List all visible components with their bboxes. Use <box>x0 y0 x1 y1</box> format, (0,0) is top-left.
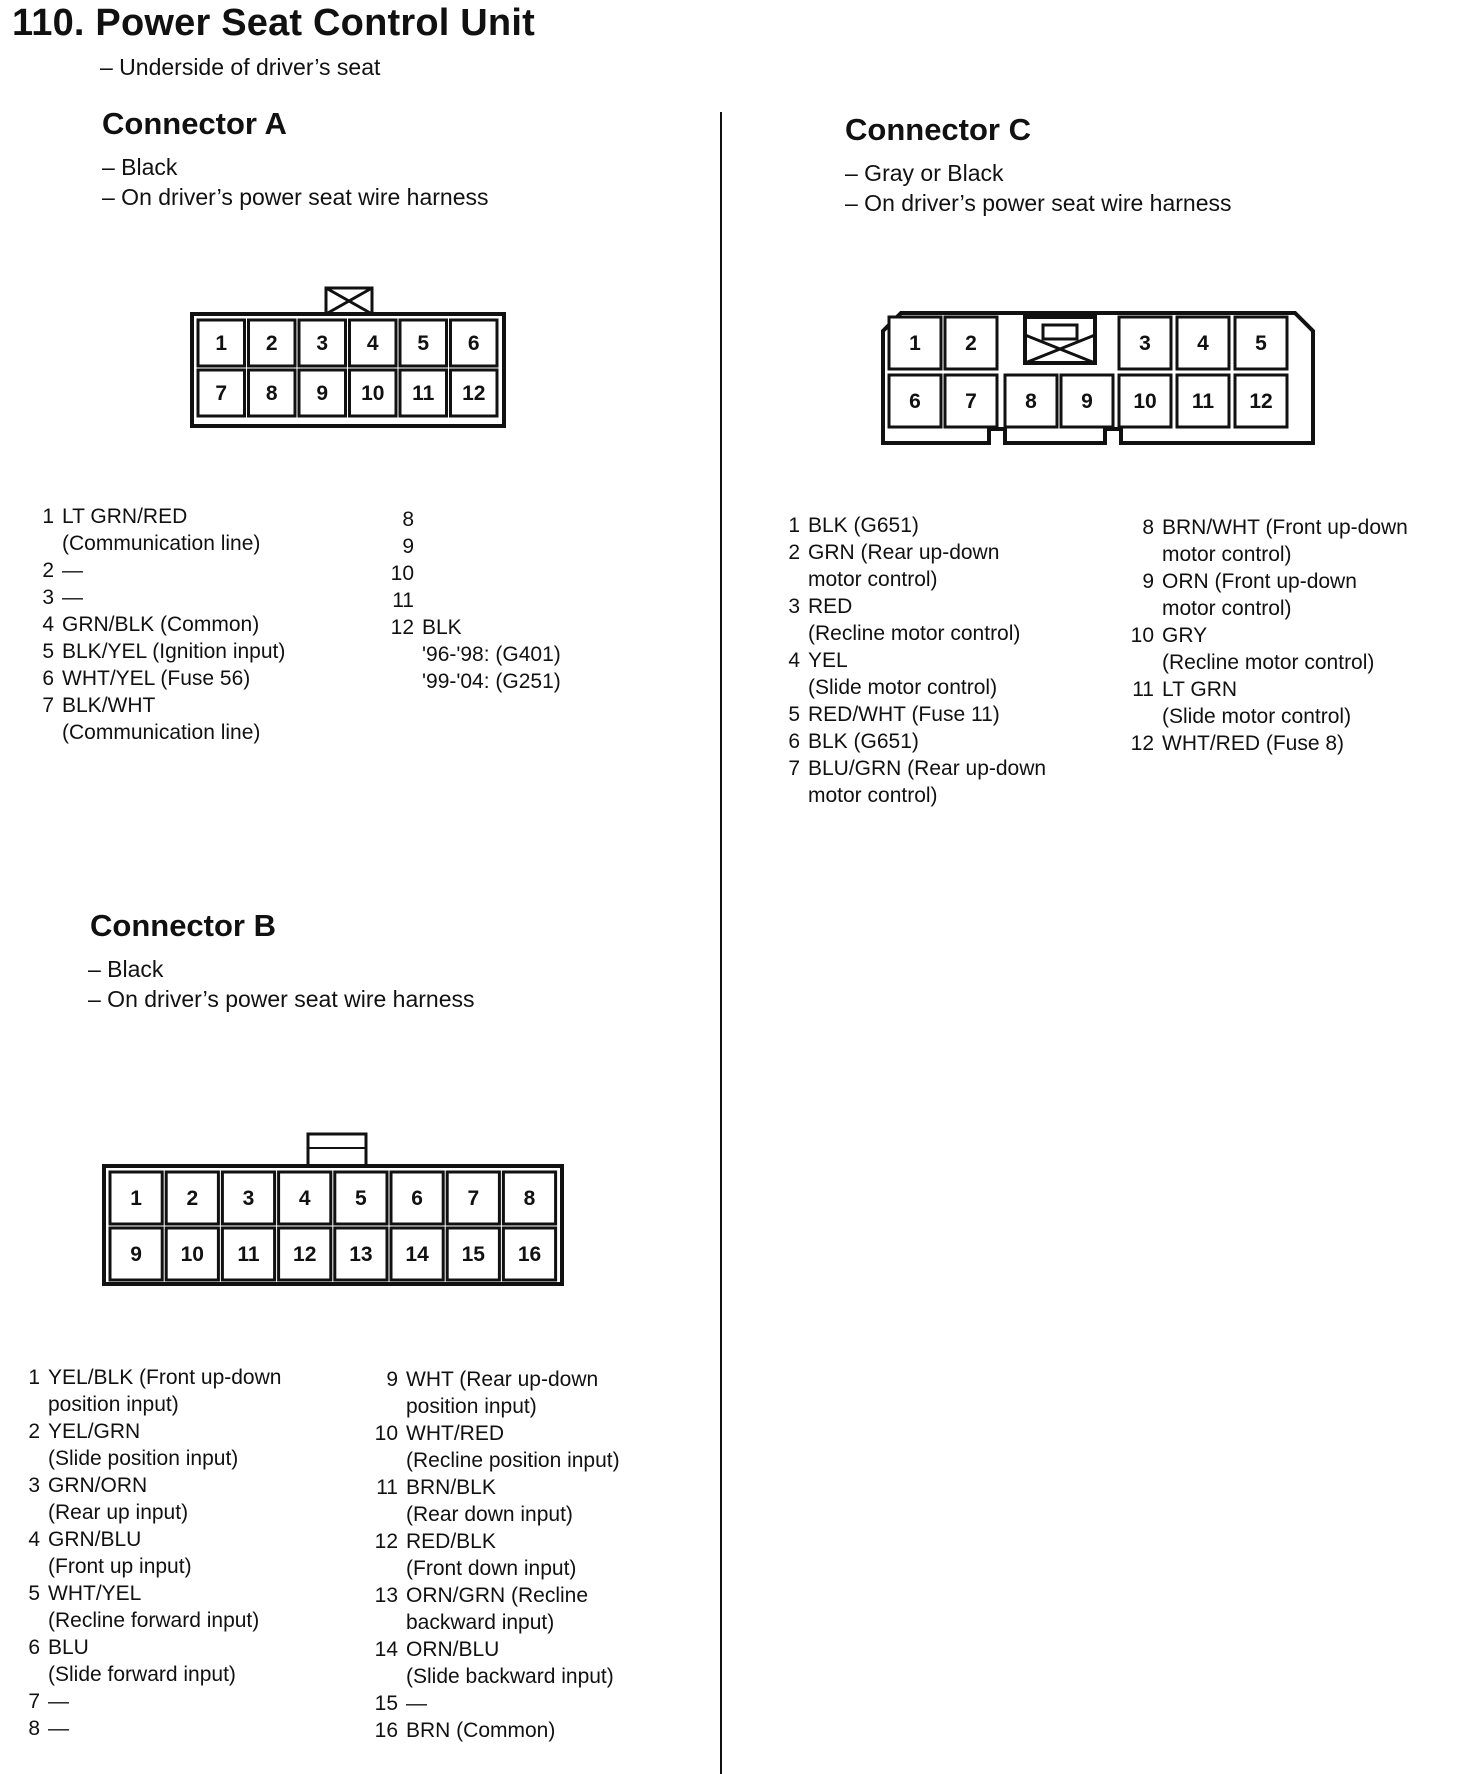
pin-entry <box>372 1690 620 1717</box>
pin-description-line: WHT/RED (Fuse 8) <box>1162 732 1345 755</box>
pin-entry <box>372 1582 620 1636</box>
pin-description-line: — <box>62 586 83 609</box>
pin-entry <box>1128 730 1408 757</box>
pin-description-line: YEL/BLK (Front up-down <box>48 1366 282 1389</box>
pin-number: 13 <box>374 1584 398 1607</box>
cavity-label: 14 <box>405 1243 429 1266</box>
pin-number: 16 <box>374 1719 398 1742</box>
pin-number: 12 <box>1130 732 1154 755</box>
pin-number: 12 <box>374 1530 398 1553</box>
connector-a-pins-right <box>388 506 561 695</box>
connector-b-lock-tab <box>308 1134 366 1166</box>
pin-number: 5 <box>28 1582 40 1605</box>
pin-description-line: motor control) <box>808 568 938 591</box>
pin-entry <box>26 1526 281 1580</box>
pin-description-line: ORN/BLU <box>406 1638 500 1661</box>
pin-entry <box>38 503 285 557</box>
pin-number: 6 <box>788 730 800 753</box>
pin-description-line: (Slide backward input) <box>406 1665 614 1688</box>
pin-description-line: ORN (Front up-down <box>1162 570 1357 593</box>
connector-a-diagram <box>180 280 520 440</box>
pin-description-line: — <box>48 1717 69 1740</box>
pin-number: 8 <box>1142 516 1154 539</box>
pin-description-line: GRY <box>1162 624 1208 647</box>
pin-description-line: YEL <box>808 649 848 672</box>
column-divider <box>720 112 722 1774</box>
pin-description-line: WHT/RED <box>406 1422 504 1445</box>
pin-entry <box>388 614 561 695</box>
pin-number: 6 <box>28 1636 40 1659</box>
cavity-label: 4 <box>366 332 379 355</box>
pin-description-line: '96-'98: (G401) <box>422 643 561 666</box>
cavity-label: 15 <box>461 1243 485 1266</box>
cavity-label: 9 <box>316 382 329 405</box>
connector-a-location: – On driver’s power seat wire harness <box>102 184 489 210</box>
pin-description-line: (Recline forward input) <box>48 1609 260 1632</box>
pin-number: 3 <box>788 595 800 618</box>
pin-entry <box>784 647 1046 701</box>
cavity-label: 8 <box>523 1187 536 1210</box>
pin-description-line: motor control) <box>1162 597 1292 620</box>
pin-number: 5 <box>788 703 800 726</box>
connector-c-diagram <box>875 305 1315 455</box>
pin-description-line: BRN/WHT (Front up-down <box>1162 516 1408 539</box>
cavity-label: 10 <box>361 382 385 405</box>
cavity-label: 5 <box>1255 332 1267 355</box>
cavity-label: 10 <box>1133 390 1157 413</box>
pin-description-line: LT GRN <box>1162 678 1238 701</box>
pin-number: 3 <box>28 1474 40 1497</box>
cavity-label: 6 <box>909 390 921 413</box>
cavity-label: 7 <box>965 390 977 413</box>
cavity-label: 8 <box>265 382 278 405</box>
pin-description-line: (Slide motor control) <box>808 676 998 699</box>
page-subtitle: – Underside of driver’s seat <box>100 54 381 80</box>
cavity-label: 4 <box>298 1187 311 1210</box>
connector-b-title: Connector B <box>90 908 276 943</box>
pin-entry <box>38 665 285 692</box>
pin-description-line: (Recline motor control) <box>808 622 1021 645</box>
pin-description-line: WHT (Rear up-down <box>406 1368 599 1391</box>
pin-description-line: BLK/WHT <box>62 694 156 717</box>
pin-number: 5 <box>42 640 54 663</box>
cavity-label: 5 <box>355 1187 367 1210</box>
pin-number: 1 <box>42 505 54 528</box>
pin-entry <box>388 506 561 533</box>
pin-description-line: (Communication line) <box>62 721 261 744</box>
cavity-label: 16 <box>517 1243 542 1266</box>
pin-number: 11 <box>392 589 414 612</box>
cavity-label: 2 <box>265 332 278 355</box>
pin-entry <box>38 557 285 584</box>
cavity-label: 11 <box>237 1243 260 1266</box>
pin-entry <box>388 533 561 560</box>
cavity-label: 10 <box>180 1243 204 1266</box>
cavity-label: 9 <box>130 1243 142 1266</box>
pin-entry <box>1128 568 1408 622</box>
pin-entry <box>372 1717 620 1744</box>
pin-entry <box>372 1366 620 1420</box>
connector-c-pins-right <box>1128 514 1408 757</box>
pin-description-line: ORN/GRN (Recline <box>406 1584 589 1607</box>
pin-description-line: BLK (G651) <box>808 730 919 753</box>
pin-description-line: (Front up input) <box>48 1555 192 1578</box>
pin-entry <box>784 728 1046 755</box>
pin-entry <box>26 1472 281 1526</box>
pin-number: 9 <box>402 535 414 558</box>
pin-description-line <box>422 533 428 560</box>
pin-entry <box>784 593 1046 647</box>
pin-number: 15 <box>374 1692 398 1715</box>
pin-description-line: position input) <box>48 1393 179 1416</box>
pin-description-line: (Rear down input) <box>406 1503 573 1526</box>
pin-entry <box>784 701 1046 728</box>
pin-description-line: YEL/GRN <box>48 1420 141 1443</box>
pin-entry <box>388 560 561 587</box>
connector-c-location: – On driver’s power seat wire harness <box>845 190 1232 216</box>
pin-number: 7 <box>788 757 800 780</box>
pin-description-line <box>422 560 428 587</box>
pin-description-line: motor control) <box>808 784 938 807</box>
pin-entry <box>38 584 285 611</box>
pin-description-line: RED/WHT (Fuse 11) <box>808 703 1000 726</box>
pin-description-line: (Slide forward input) <box>48 1663 236 1686</box>
pin-description-line: BLU/GRN (Rear up-down <box>808 757 1047 780</box>
pin-number: 14 <box>374 1638 398 1661</box>
pin-number: 4 <box>42 613 54 636</box>
pin-description-line: motor control) <box>1162 543 1292 566</box>
pin-description-line: (Slide motor control) <box>1162 705 1352 728</box>
connector-a-title: Connector A <box>102 106 287 141</box>
connector-b-pins-right <box>372 1366 620 1744</box>
pin-description-line: GRN (Rear up-down <box>808 541 1000 564</box>
pin-entry <box>38 638 285 665</box>
pin-description-line: GRN/BLK (Common) <box>62 613 260 636</box>
pin-number: 2 <box>788 541 800 564</box>
pin-description-line: WHT/YEL (Fuse 56) <box>62 667 251 690</box>
pin-description-line: — <box>406 1692 427 1715</box>
pin-entry <box>38 611 285 638</box>
pin-number: 9 <box>386 1368 398 1391</box>
connector-a-color: – Black <box>102 154 178 180</box>
pin-number: 9 <box>1142 570 1154 593</box>
pin-description-line: WHT/YEL <box>48 1582 142 1605</box>
pin-description-line: BRN (Common) <box>406 1719 556 1742</box>
pin-number: 2 <box>42 559 54 582</box>
pin-number: 1 <box>788 514 800 537</box>
cavity-label: 7 <box>215 382 228 405</box>
pin-description-line: (Front down input) <box>406 1557 577 1580</box>
cavity-label: 3 <box>242 1187 255 1210</box>
pin-entry <box>784 539 1046 593</box>
cavity-label: 1 <box>130 1187 142 1210</box>
cavity-label: 3 <box>316 332 329 355</box>
pin-entry <box>388 587 561 614</box>
pin-entry <box>1128 514 1408 568</box>
pin-description-line: (Recline position input) <box>406 1449 620 1472</box>
connector-c-pins-left <box>784 512 1046 809</box>
pin-number: 4 <box>788 649 800 672</box>
connector-b-location: – On driver’s power seat wire harness <box>88 986 475 1012</box>
cavity-label: 3 <box>1139 332 1151 355</box>
pin-entry <box>372 1474 620 1528</box>
cavity-label: 11 <box>412 382 435 405</box>
page-title: 110. Power Seat Control Unit <box>12 2 535 44</box>
connector-b-diagram <box>98 1130 578 1300</box>
connector-b-pins-left <box>26 1364 281 1742</box>
pin-description-line: (Slide position input) <box>48 1447 239 1470</box>
pin-description-line: '99-'04: (G251) <box>422 670 561 693</box>
pin-description-line: — <box>62 559 83 582</box>
pin-description-line: (Recline motor control) <box>1162 651 1375 674</box>
cavity-label: 12 <box>1249 390 1273 413</box>
pin-number: 2 <box>28 1420 40 1443</box>
cavity-label: 2 <box>965 332 977 355</box>
pin-entry <box>372 1420 620 1474</box>
pin-entry <box>26 1580 281 1634</box>
cavity-label: 1 <box>215 332 228 355</box>
pin-description-line: BLK (G651) <box>808 514 919 537</box>
pin-description-line: (Rear up input) <box>48 1501 189 1524</box>
pin-description-line: GRN/ORN <box>48 1474 148 1497</box>
pin-number: 4 <box>28 1528 40 1551</box>
cavity-label: 12 <box>293 1243 317 1266</box>
pin-entry <box>38 692 285 746</box>
pin-entry <box>372 1636 620 1690</box>
pin-number: 1 <box>28 1366 40 1389</box>
pin-number: 8 <box>402 508 414 531</box>
pin-description-line: (Communication line) <box>62 532 261 555</box>
pin-number: 12 <box>390 616 414 639</box>
pin-number: 10 <box>1130 624 1154 647</box>
pin-entry <box>26 1688 281 1715</box>
cavity-label: 8 <box>1025 390 1037 413</box>
pin-number: 10 <box>374 1422 398 1445</box>
pin-entry <box>1128 622 1408 676</box>
cavity-label: 2 <box>186 1187 199 1210</box>
pin-number: 6 <box>42 667 54 690</box>
pin-number: 11 <box>376 1476 398 1499</box>
cavity-label: 7 <box>467 1187 480 1210</box>
connector-b-color: – Black <box>88 956 164 982</box>
connector-a-pins-left <box>38 503 285 746</box>
pin-description-line: position input) <box>406 1395 537 1418</box>
pin-description-line: RED <box>808 595 853 618</box>
pin-description-line <box>422 587 428 614</box>
pin-entry <box>1128 676 1408 730</box>
pin-description-line <box>422 506 428 533</box>
cavity-label: 5 <box>417 332 430 355</box>
pin-number: 3 <box>42 586 54 609</box>
pin-description-line: BLU <box>48 1636 89 1659</box>
pin-description-line: BRN/BLK <box>406 1476 496 1499</box>
cavity-label: 11 <box>1191 390 1215 413</box>
pin-description-line: BLK/YEL (Ignition input) <box>62 640 286 663</box>
cavity-label: 13 <box>349 1243 373 1266</box>
cavity-label: 4 <box>1197 332 1209 355</box>
pin-number: 7 <box>42 694 54 717</box>
pin-entry <box>26 1364 281 1418</box>
pin-number: 8 <box>28 1717 40 1740</box>
pin-description-line: LT GRN/RED <box>62 505 188 528</box>
cavity-label: 12 <box>462 382 486 405</box>
pin-entry <box>26 1634 281 1688</box>
pin-description-line: GRN/BLU <box>48 1528 142 1551</box>
pin-number: 10 <box>390 562 414 585</box>
pin-entry <box>26 1715 281 1742</box>
connector-c-color: – Gray or Black <box>845 160 1004 186</box>
cavity-label: 1 <box>909 332 921 355</box>
pin-entry <box>784 512 1046 539</box>
pin-description-line: — <box>48 1690 69 1713</box>
pin-description-line: RED/BLK <box>406 1530 496 1553</box>
cavity-label: 9 <box>1081 390 1093 413</box>
pin-entry <box>784 755 1046 809</box>
pin-number: 11 <box>1132 678 1154 701</box>
pin-number: 7 <box>28 1690 40 1713</box>
pin-entry <box>372 1528 620 1582</box>
cavity-label: 6 <box>467 332 480 355</box>
connector-c-title: Connector C <box>845 112 1031 147</box>
pin-description-line: backward input) <box>406 1611 555 1634</box>
pin-entry <box>26 1418 281 1472</box>
cavity-label: 6 <box>411 1187 423 1210</box>
pin-description-line: BLK <box>422 616 462 639</box>
